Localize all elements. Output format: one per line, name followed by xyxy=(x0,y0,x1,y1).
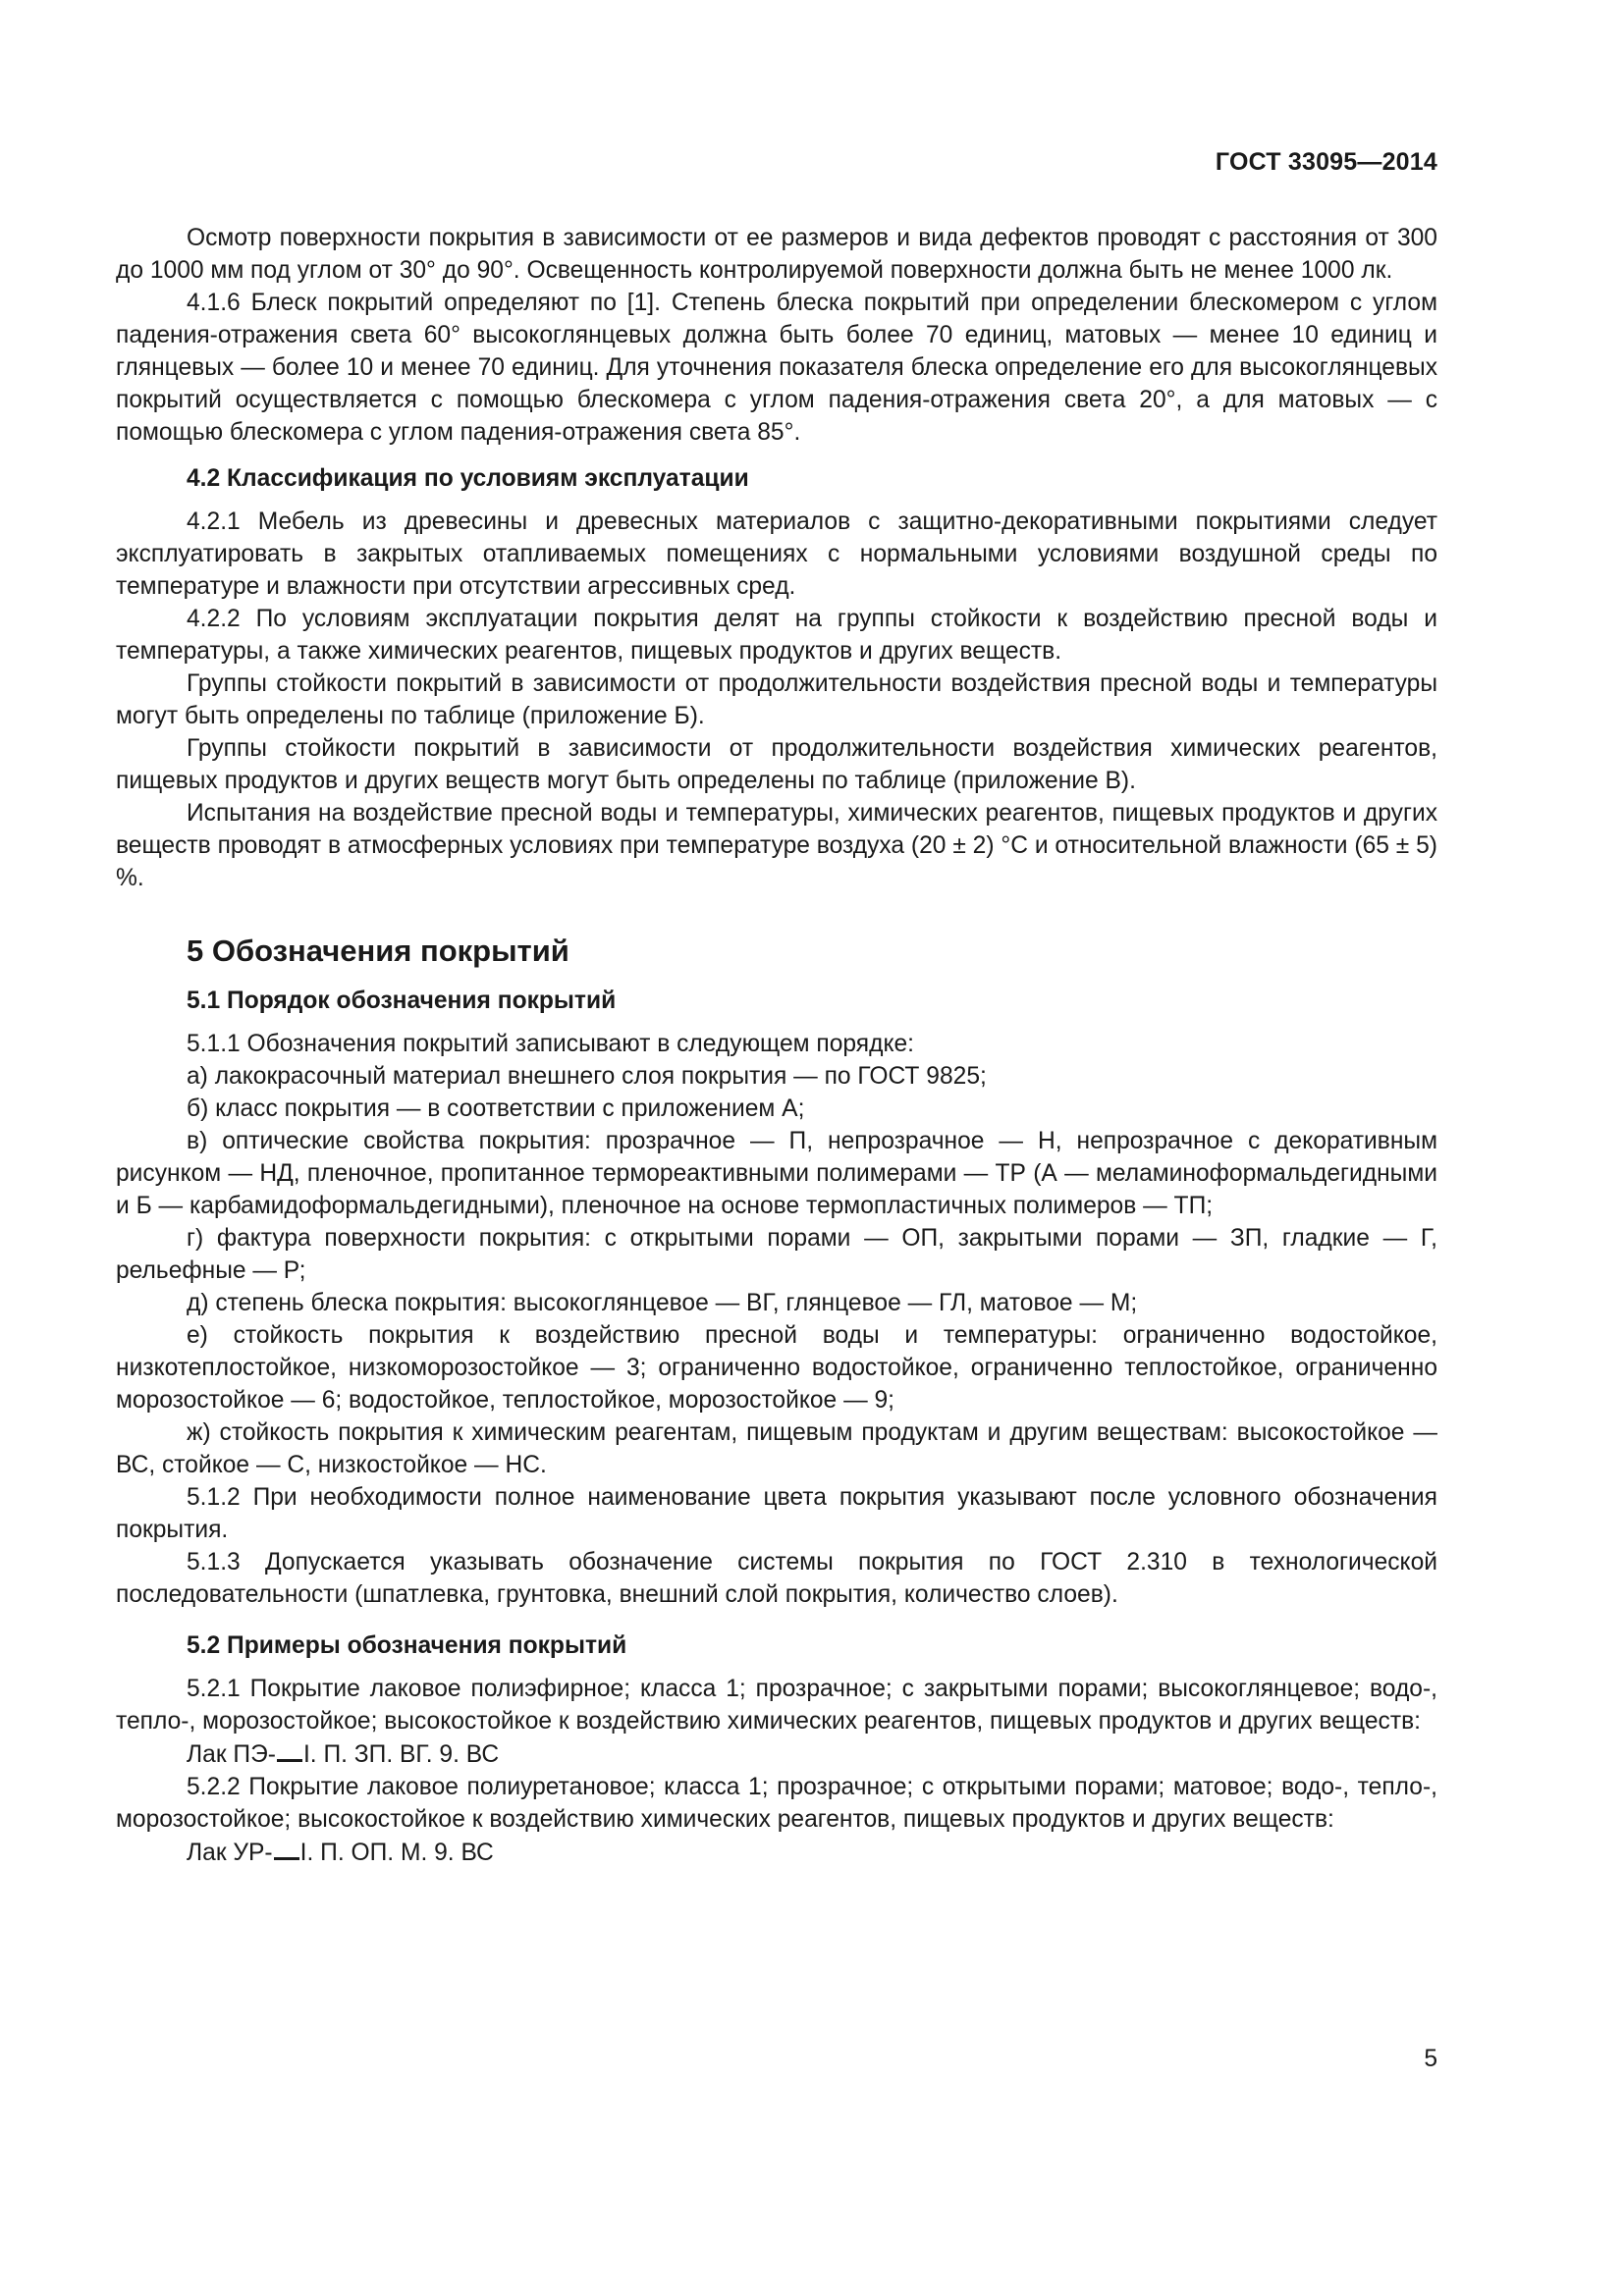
paragraph-inspection: Осмотр поверхности покрытия в зависимости от ее размеров и вида дефектов проводят с расстояния от 300 до 1000 мм под углом от 30° до 90°. Освещенность контролируемой поверхности должна быть не менее 1000 лк. xyxy=(116,225,1437,284)
list-item-v: в) оптические свойства покрытия: прозрачное — П, непрозрачное — Н, непрозрачное с декоративным рисунком — НД, пленочное, пропитанное термореактивными полимерами — ТР (А — меламиноформальдегидными и Б — карбамидоформальдегидными), пленочное на основе термопластичных полимеров — ТП; xyxy=(116,1128,1437,1219)
paragraph-groups-water: Группы стойкости покрытий в зависимости от продолжительности воздействия пресной воды и температуры могут быть определены по таблице (приложение Б). xyxy=(116,670,1437,729)
paragraph-5-1-3: 5.1.3 Допускается указывать обозначение системы покрытия по ГОСТ 2.310 в технологической последовательности (шпатлевка, грунтовка, внешний слой покрытия, количество слоев). xyxy=(116,1549,1437,1608)
paragraph-5-1-1: 5.1.1 Обозначения покрытий записывают в следующем порядке: xyxy=(187,1031,915,1057)
designation-suffix: I. П. ЗП. ВГ. 9. ВС xyxy=(302,1741,500,1768)
heading-5-2: 5.2 Примеры обозначения покрытий xyxy=(187,1632,627,1659)
list-item-d: д) степень блеска покрытия: высокоглянцевое — ВГ, глянцевое — ГЛ, матовое — М; xyxy=(187,1290,1138,1316)
document-code-header: ГОСТ 33095—2014 xyxy=(1215,148,1437,176)
designation-suffix: I. П. ОП. М. 9. ВС xyxy=(299,1840,494,1866)
page-number: 5 xyxy=(1424,2046,1437,2072)
designation-prefix: Лак УР- xyxy=(187,1840,273,1866)
list-item-g: г) фактура поверхности покрытия: с открытыми порами — ОП, закрытыми порами — ЗП, гладкие — Г, рельефные — Р; xyxy=(116,1225,1437,1284)
heading-5-1: 5.1 Порядок обозначения покрытий xyxy=(187,988,617,1014)
paragraph-tests: Испытания на воздействие пресной воды и температуры, химических реагентов, пищевых продуктов и других веществ проводят в атмосферных условиях при температуре воздуха (20 ± 2) °С и относительной влажности (65 ± 5) %. xyxy=(116,800,1437,891)
paragraph-4-1-6: 4.1.6 Блеск покрытий определяют по [1]. Степень блеска покрытий при определении блескомером с углом падения-отражения света 60° высокоглянцевых должна быть более 70 единиц, матовых — менее 10 единиц и глянцевых — более 10 и менее 70 единиц. Для уточнения показателя блеска определение его для высокоглянцевых покрытий осуществляется с помощью блескомера с углом падения-отражения света 20°, а для матовых — с помощью блескомера с углом падения-отражения света 85°. xyxy=(116,290,1437,446)
blank-line xyxy=(274,1836,299,1860)
heading-5: 5 Обозначения покрытий xyxy=(187,934,569,968)
designation-example-1 xyxy=(116,1737,1437,1771)
designation-example-2 xyxy=(116,1836,1437,1869)
list-item-zh: ж) стойкость покрытия к химическим реагентам, пищевым продуктам и другим веществам: высокостойкое — ВС, стойкое — С, низкостойкое — НС. xyxy=(116,1419,1437,1478)
heading-4-2: 4.2 Классификация по условиям эксплуатации xyxy=(187,465,749,492)
paragraph-5-1-2: 5.1.2 При необходимости полное наименование цвета покрытия указывают после условного обозначения покрытия. xyxy=(116,1484,1437,1543)
list-item-e: е) стойкость покрытия к воздействию пресной воды и температуры: ограниченно водостойкое, низкотеплостойкое, низкоморозостойкое — 3; ограниченно водостойкое, ограниченно теплостойкое, ограниченно морозостойкое — 6; водостойкое, теплостойкое, морозостойкое — 9; xyxy=(116,1322,1437,1414)
list-item-b: б) класс покрытия — в соответствии с приложением А; xyxy=(187,1095,805,1122)
paragraph-5-2-2: 5.2.2 Покрытие лаковое полиуретановое; класса 1; прозрачное; с открытыми порами; матовое; водо-, тепло-, морозостойкое; высокостойкое к воздействию химических реагентов, пищевых продуктов и других веществ: xyxy=(116,1774,1437,1833)
paragraph-5-2-1: 5.2.1 Покрытие лаковое полиэфирное; класса 1; прозрачное; с закрытыми порами; высокоглянцевое; водо-, тепло-, морозостойкое; высокостойкое к воздействию химических реагентов, пищевых продуктов и других веществ: xyxy=(116,1676,1437,1735)
page-content xyxy=(116,222,1437,1869)
paragraph-groups-chemical: Группы стойкости покрытий в зависимости от продолжительности воздействия химических реагентов, пищевых продуктов и других веществ могут быть определены по таблице (приложение В). xyxy=(116,735,1437,794)
blank-line xyxy=(277,1737,302,1762)
paragraph-4-2-2: 4.2.2 По условиям эксплуатации покрытия делят на группы стойкости к воздействию пресной воды и температуры, а также химических реагентов, пищевых продуктов и других веществ. xyxy=(116,606,1437,665)
paragraph-4-2-1: 4.2.1 Мебель из древесины и древесных материалов с защитно-декоративными покрытиями следует эксплуатировать в закрытых отапливаемых помещениях с нормальными условиями воздушной среды по температуре и влажности при отсутствии агрессивных сред. xyxy=(116,508,1437,600)
list-item-a: а) лакокрасочный материал внешнего слоя покрытия — по ГОСТ 9825; xyxy=(187,1063,987,1090)
designation-prefix: Лак ПЭ- xyxy=(187,1741,276,1768)
